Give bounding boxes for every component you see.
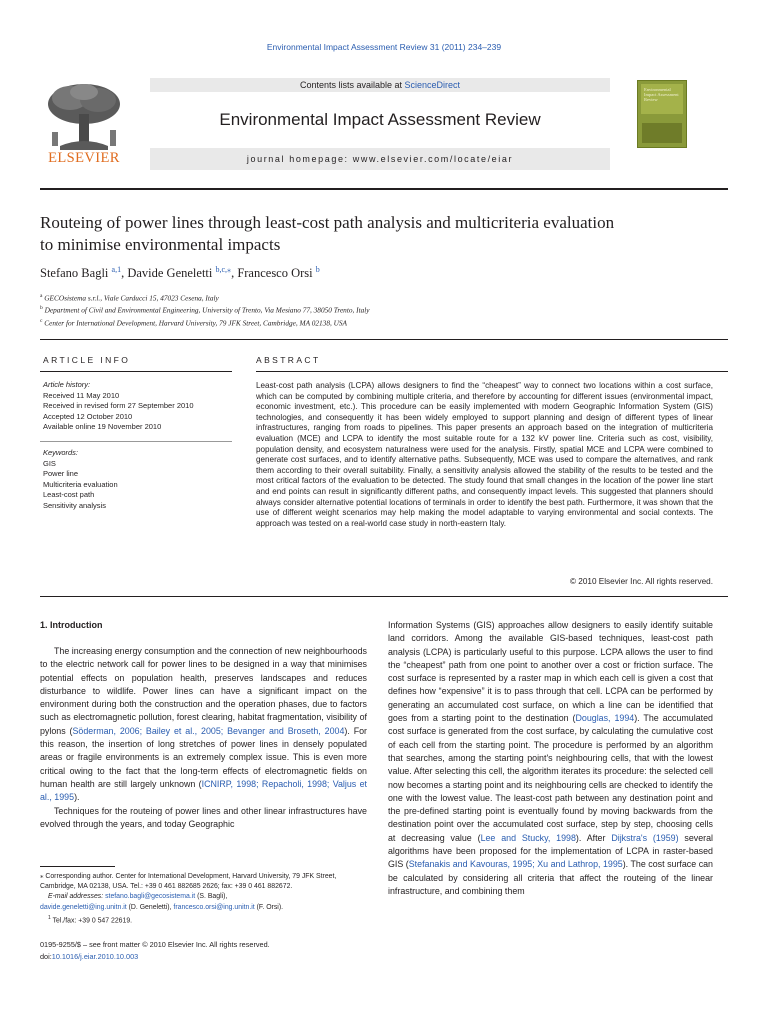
history-item: Available online 19 November 2010 — [43, 422, 162, 431]
footnote-rule — [40, 866, 115, 867]
divider — [40, 339, 728, 340]
contents-prefix: Contents lists available at — [299, 80, 405, 90]
author-name: Davide Geneletti — [127, 266, 213, 281]
keywords — [43, 448, 118, 511]
history-item: Received in revised form 27 September 2010 — [43, 401, 194, 410]
elsevier-logo — [40, 80, 128, 166]
footnote-emails: E-mail addresses: stefano.bagli@gecosistema.it (S. Bagli), — [48, 893, 228, 901]
footnote-corresponding: ⁎ Corresponding author. Center for International Development, Harvard University, 79 JFK Street, Cambridge, MA 02138, USA. Tel.: +39 0 461 882685 2626; fax: +39 0 461 882672. — [40, 873, 337, 891]
email-link[interactable]: davide.geneletti@ing.unitn.it — [40, 903, 127, 911]
body-column-left — [40, 645, 367, 831]
divider — [40, 371, 232, 372]
abstract-text: Least-cost path analysis (LCPA) allows designers to find the “cheapest” way to connect two locations within a cost surface, which can be computed by combining multiple criteria, and therefore by accounting for different issues (environmental impact, economic investment, etc.). This procedure can be easily implemented with modern Geographic Information System (GIS) technologies, and consequently it has been widely employed to support planning and design of different types of linear infrastructures, ranging from roads to pipelines. This paper presents an approach based on the integration of multicriteria evaluation (MCE) and LCPA to identify the most suitable route for a 132 kV power line. Criteria such as cost, visibility, population density, and ecosystem naturalness were used for the analysis. Firstly, spatial MCE and LCPA were combined to generate cost surfaces, and to identify alternative paths. Subsequently, MCE was used to compare the alternatives, and rank them according to their overall suitability. Finally, a sensitivity analysis allowed the stability of the results to be tested and the most critical factors of the evaluation to be detected. The study found that small changes in the location of the power line start and end points can result in significantly different paths, and consequently impact levels. This suggested that planners should always consider alternative potential locations of terminals in order to identify the best path. Furthermore, it was shown that the use of different weight scenarios may help making the model adaptable to varying environmental and social contexts. The approach was tested on a real-world case study in north-eastern Italy. — [256, 381, 713, 528]
citation-link[interactable]: Douglas, 1994 — [575, 713, 635, 724]
author-affiliation-mark[interactable]: b,c,⁎ — [215, 265, 232, 274]
keywords-header: Keywords: — [43, 448, 79, 457]
journal-reference[interactable]: Environmental Impact Assessment Review 31 (2011) 234–239 — [266, 42, 502, 52]
paper-title — [40, 212, 740, 256]
citation-link[interactable]: ICNIRP, 1998; Repacholi, 1998; Valjus et al., 1995 — [40, 778, 367, 803]
affiliation: $^b$ Department of Civil and Environmental Engineering, University of Trento, Via Mesiano 77, 38050 Trento, Italy — [40, 305, 370, 315]
author-name: Stefano Bagli — [40, 266, 109, 281]
keyword: GIS — [43, 458, 56, 468]
author-name: Francesco Orsi — [237, 266, 313, 281]
article-history — [43, 380, 194, 433]
keyword: Least-cost path — [43, 490, 95, 499]
footnotes — [40, 872, 370, 926]
paragraph: Techniques for the routeing of power lines and other linear infrastructures have evolved through the years, and today Geographic — [40, 805, 367, 829]
citation-link[interactable]: Stefanakis and Kavouras, 1995; Xu and Lathrop, 1995 — [408, 859, 623, 870]
author-list: Stefano Bagli $^{a,1}$, Davide Geneletti $^{b,c,⁎}$, Francesco Orsi $^b$ — [40, 265, 320, 281]
paper-title-line-2: to minimise environmental impacts — [40, 235, 281, 254]
cover-title: Environmental Impact Assessment Review — [644, 87, 679, 102]
paper-title-line-1: Routeing of power lines through least-cost path analysis and multicriteria evaluation — [40, 213, 615, 232]
affiliation: $^c$ Center for International Development, Harvard University, 79 JFK Street, Cambridge, MA 02138, USA — [40, 317, 347, 328]
divider — [40, 596, 728, 597]
front-matter — [40, 939, 270, 963]
elsevier-wordmark: ELSEVIER — [48, 150, 120, 166]
citation-link[interactable]: Söderman, 2006; Bailey et al., 2005; Bevanger and Broseth, 2004 — [72, 725, 345, 736]
citation-link[interactable]: Dijkstra's (1959) — [611, 832, 679, 843]
keyword: Sensitivity analysis — [43, 500, 106, 510]
elsevier-tree-icon — [40, 80, 128, 152]
section-heading: 1. Introduction — [40, 620, 103, 630]
journal-homepage-bar[interactable]: journal homepage: www.elsevier.com/locate/eiar — [150, 148, 610, 170]
paragraph: Information Systems (GIS) approaches allow designers to easily identify suitable land corridors. Among the available GIS-based techniques, least-cost path analysis (LCPA) is particularly useful to this purpose. LCPA allows the user to find the “cheapest” path from one point to another over a cost or friction surface. The cost surface is represented by a raster map in which each cell is given a cost that defines how “expensive” it is to pass through that cell. LCPA can be performed by generating an accumulated cost surface, on which a line can be identified that goes from a starting point to the destination (Douglas, 1994). The accumulated cost surface is generated from the cost surface, by calculating the cumulative cost of each cell from the starting point. The procedure is performed by an algorithm that searches, among the starting point's neighbouring cells, that with the lowest value. After selecting this cell, the algorithm iterates its procedure: the selected cell now becomes a starting point and its neighbouring cells are checked to identify the one with the lowest value. The least-cost path between any destination point and the pre-defined starting point is eventually found by moving backwards from the destination point over the accumulated cost surface, step by step, choosing cells at decreasing value (Lee and Stucky, 1998). After Dijkstra's (1959) several algorithms have been proposed for the implementation of LCPA in raster-based GIS (Stefanakis and Kavouras, 1995; Xu and Lathrop, 1995). The cost surface can be calculated by considering all criteria that affect the routeing of the linear infrastructure, and combining them — [388, 620, 714, 896]
divider — [40, 441, 232, 442]
keyword: Power line — [43, 469, 79, 478]
contents-availability-bar — [150, 78, 610, 92]
journal-cover-thumbnail — [637, 80, 687, 148]
sciencedirect-link[interactable]: ScienceDirect — [404, 80, 461, 90]
issn-line: 0195-9255/$ – see front matter © 2010 Elsevier Inc. All rights reserved. — [40, 940, 270, 949]
header-rule — [40, 188, 728, 190]
article-info-label: ARTICLE INFO — [43, 355, 131, 365]
citation-link[interactable]: Lee and Stucky, 1998 — [480, 832, 576, 843]
affiliation: $^a$ GECOsistema s.r.l., Viale Carducci 15, 47023 Cesena, Italy — [40, 293, 219, 303]
email-link[interactable]: stefano.bagli@gecosistema.it — [105, 893, 196, 901]
affiliation-list — [40, 291, 370, 328]
body-column-right — [388, 619, 713, 898]
doi-link[interactable]: 10.1016/j.eiar.2010.10.003 — [51, 952, 139, 961]
author-affiliation-mark[interactable]: b — [315, 265, 320, 274]
doi-line: doi:10.1016/j.eiar.2010.10.003 — [40, 952, 139, 961]
history-header: Article history: — [43, 380, 91, 389]
abstract-label: ABSTRACT — [256, 355, 321, 365]
email-link[interactable]: francesco.orsi@ing.unitn.it — [173, 903, 255, 911]
paragraph: The increasing energy consumption and the connection of new neighbourhoods to the electric network call for power lines to be designed in a way that minimises potential effects on population health, preserves landscapes and reduces disturbance to wildlife. Power lines can have a significant impact on the environment during both the construction and the operation phases, due to factors such as electromagnetic pollution, forest clearing, habitat fragmentation, visibility of pylons (Söderman, 2006; Bailey et al., 2005; Bevanger and Broseth, 2004). For this reason, the insertion of long stretches of power lines in densely populated areas or fragile environments is an extremely complex issue. This is even more critical owing to the fact that the long-term effects of electromagnetic fields on human health are still largely unknown (ICNIRP, 1998; Repacholi, 1998; Valjus et al., 1995). — [40, 646, 368, 803]
keyword: Multicriteria evaluation — [43, 479, 118, 489]
footnote-emails-cont: davide.geneletti@ing.unitn.it (D. Geneletti), francesco.orsi@ing.unitn.it (F. Orsi). — [40, 903, 284, 911]
divider — [256, 371, 728, 372]
history-item: Received 11 May 2010 — [43, 390, 120, 400]
author-affiliation-mark[interactable]: a,1 — [111, 265, 122, 274]
journal-title: Environmental Impact Assessment Review — [219, 110, 541, 129]
footnote-tel: $^1$ Tel./fax: +39 0 547 22619. — [48, 914, 133, 925]
history-item: Accepted 12 October 2010 — [43, 411, 133, 421]
abstract-copyright: © 2010 Elsevier Inc. All rights reserved. — [569, 577, 713, 586]
